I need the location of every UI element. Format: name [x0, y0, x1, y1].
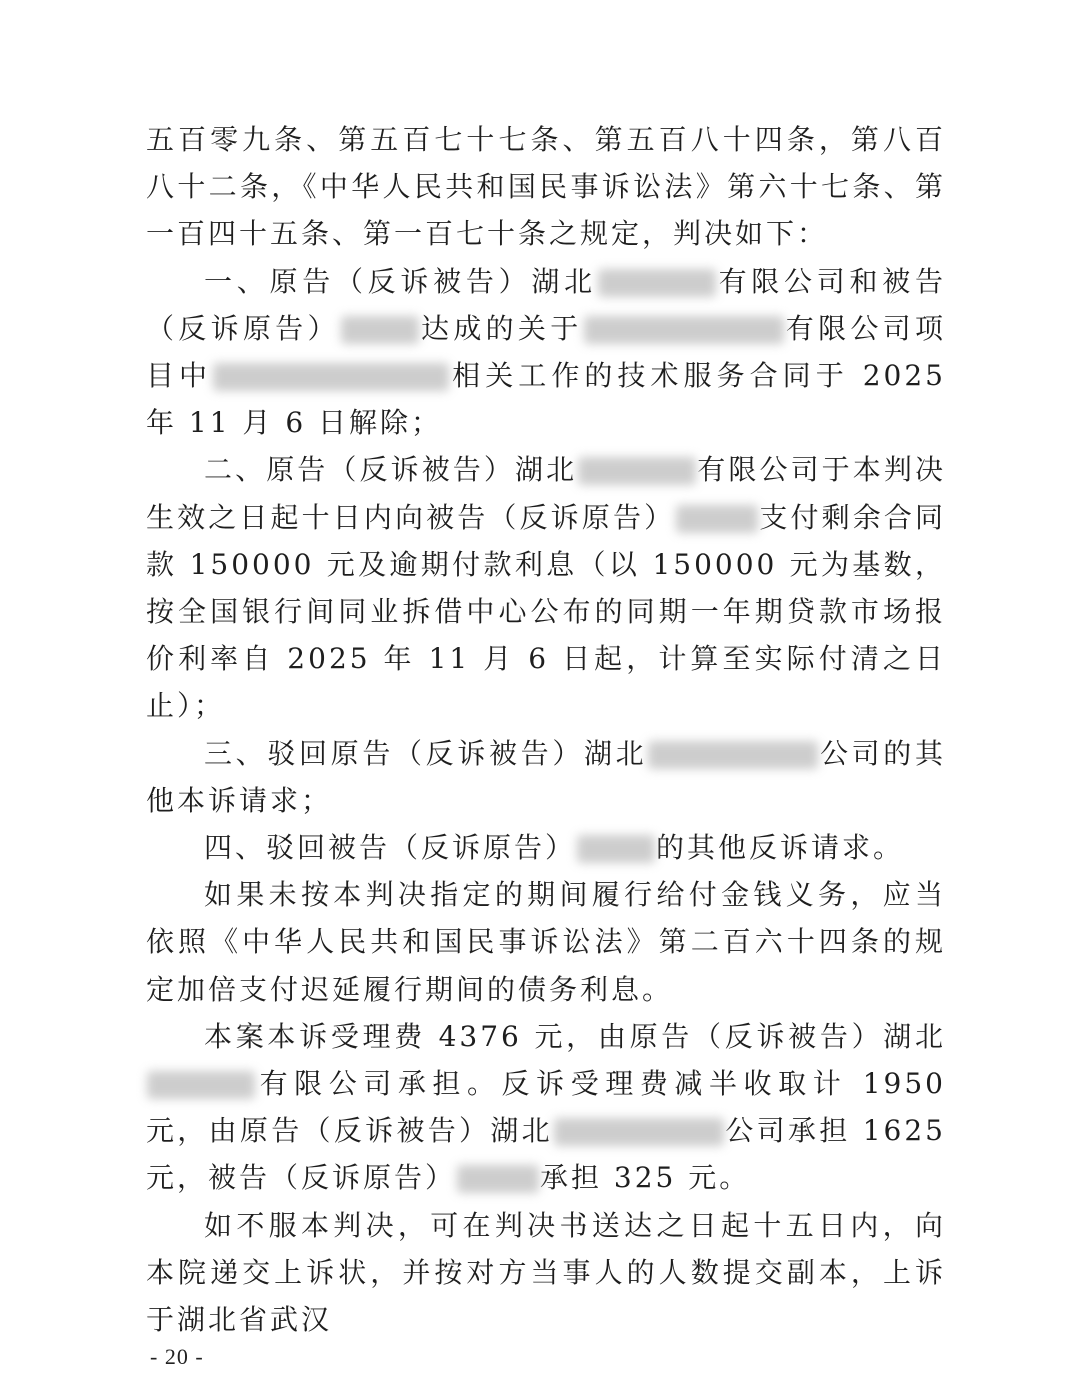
paragraph-judgment-item-1	[146, 258, 946, 447]
page-number: - 20 -	[150, 1344, 204, 1369]
redaction-blur	[147, 1071, 255, 1099]
redaction-blur	[676, 505, 758, 533]
redaction-blur	[577, 835, 655, 863]
text-run: 如不服本判决，可在判决书送达之日起十五日内，向本院递交上诉状，并按对方当事人的人数提交副本，上诉于湖北省武汉	[146, 1208, 946, 1337]
redaction-blur	[341, 316, 419, 344]
redaction-blur	[578, 457, 696, 485]
text-run: 有限公司承担。反诉受理费减半收取计 1950 元，由原告（反诉被告）湖北	[146, 1067, 946, 1148]
text-run: 二、原告（反诉被告）湖北	[204, 453, 578, 487]
text-run: 达成的关于	[419, 311, 583, 345]
paragraph-judgment-item-3	[146, 730, 946, 824]
text-run: 五百零九条、第五百七十七条、第五百八十四条，第八百八十二条，《中华人民共和国民事诉讼法》第六十七条、第一百四十五条、第一百七十条之规定，判决如下：	[146, 123, 946, 251]
redaction-blur	[213, 363, 449, 391]
text-run: 三、驳回原告（反诉被告）湖北	[204, 736, 648, 770]
text-run: 相关工作的技术服务合同于 2025 年 11 月 6 日解除；	[146, 359, 946, 440]
text-run: 公司承担 1625 元，被告（反诉原告）	[146, 1114, 946, 1195]
text-run: 支付剩余合同款 150000 元及逾期付款利息（以 150000 元为基数，按全国银行间同业拆借中心公布的同期一年期贷款市场报价利率自 2025 年 11 月 6 日起，计算至实际付清之日止）；	[146, 500, 946, 723]
judgment-body	[146, 116, 946, 1343]
paragraph-judgment-item-2	[146, 446, 946, 729]
text-run: 有限公司项目中	[146, 311, 946, 393]
text-run: 有限公司于本判决生效之日起十日内向被告（反诉原告）	[146, 453, 946, 534]
text-run: 如果未按本判决指定的期间履行给付金钱义务，应当依照《中华人民共和国民事诉讼法》第二百六十四条的规定加倍支付迟延履行期间的债务利息。	[146, 878, 946, 1006]
redaction-blur	[598, 269, 716, 297]
redaction-blur	[457, 1165, 539, 1193]
text-run: 四、驳回被告（反诉原告）	[204, 831, 577, 865]
paragraph-judgment-item-4	[146, 824, 946, 871]
paragraph-delayed-performance	[146, 871, 946, 1013]
paragraph-legal-basis	[146, 116, 946, 258]
text-run: 有限公司和被告（反诉原告）	[146, 264, 946, 345]
text-run: 的其他反诉请求。	[656, 831, 905, 865]
text-run: 本案本诉受理费 4376 元，由原告（反诉被告）湖北	[204, 1019, 946, 1053]
paragraph-appeal-notice	[146, 1202, 946, 1344]
text-run: 承担 325 元。	[540, 1161, 751, 1195]
redaction-blur	[554, 1118, 724, 1146]
redaction-blur	[648, 741, 818, 769]
paragraph-court-fees	[146, 1013, 946, 1202]
text-run: 公司的其他本诉请求；	[146, 736, 946, 817]
redaction-blur	[584, 316, 784, 344]
text-run: 一、原告（反诉被告）湖北	[204, 264, 597, 298]
